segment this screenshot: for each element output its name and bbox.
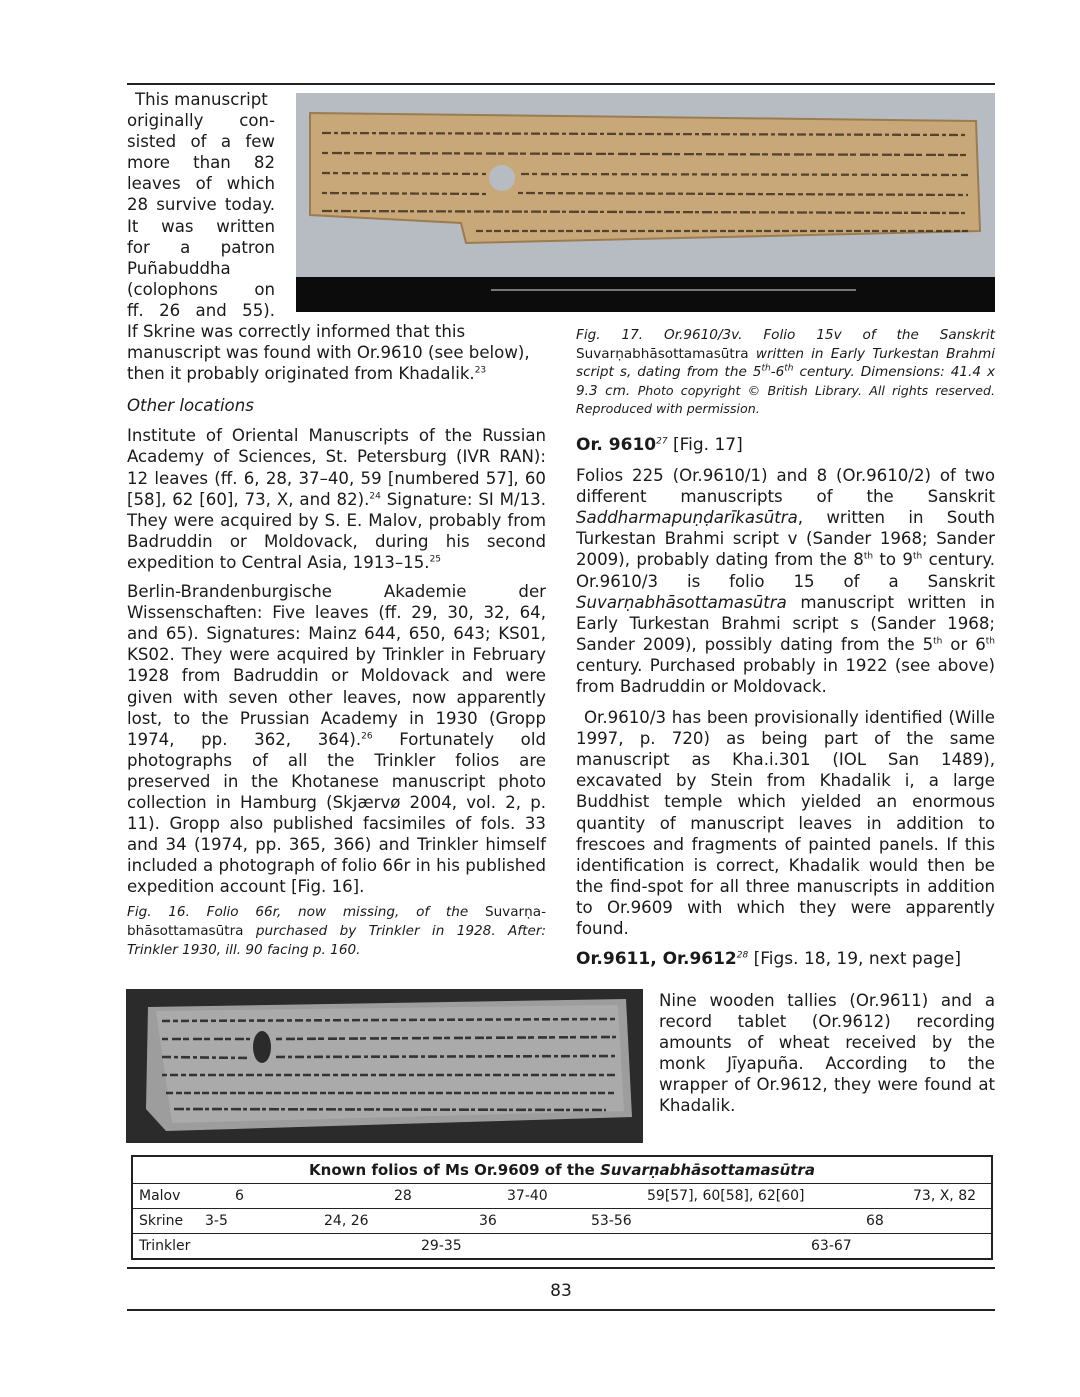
footnote-24[interactable]: 24 bbox=[369, 491, 381, 502]
intro-continuation: If Skrine was correctly informed that this manuscript was found with Or.9610 (see below), then it probably originated from Khadalik.$^{23}$ bbox=[127, 322, 530, 384]
intro-line: It was written bbox=[127, 216, 275, 236]
footnote-23[interactable]: 23 bbox=[474, 365, 487, 376]
intro-line: ff. 26 and 55). bbox=[127, 300, 275, 320]
table-title: Known folios of Ms Or.9609 of the Suvarṇabhāsottamasūtra bbox=[132, 1156, 992, 1184]
ivr-paragraph: Institute of Oriental Manuscripts of the Russian Academy of Sciences, St. Petersburg (IVR RAN): 12 leaves (ff. 6, 28, 37–40, 59 [numbered 57], 60 [58], 62 [60], 73, X, and 82).$^{24}$ Signature: SI M/13. They were acquired by S. E. Malov, probably from Badruddin or Moldovack, during his second expedition to Central Asia, 1913–15.25 bbox=[127, 426, 546, 572]
intro-line: leaves of which bbox=[127, 174, 275, 194]
berlin-paragraph: Berlin-Brandenburgische Akademie der Wissenschaften: Five leaves (ff. 29, 30, 32, 64, and 65). Signatures: Mainz 644, 650, 643; KS01, KS02. They were acquired by Trinkler in February 1928 from Badruddin or Moldovack and were given with seven other leaves, now apparently lost, to the Prussian Academy in 1930 (Gropp 1974, pp. 362, 364).$^{26}$ Fortunately old photographs of all the Trinkler folios are preserved in the Khotanese manuscript photo collection in Hamburg (Skjærvø 2004, vol. 2, p. 11). Gropp also published facsimiles of fols. 33 and 34 (1974, pp. 365, 366) and Trinkler himself included a photograph of folio 66r in his published expedition account [Fig. 16]. bbox=[127, 582, 546, 897]
left-column bbox=[127, 321, 546, 959]
known-folios-table bbox=[131, 1155, 993, 1260]
or9611-column bbox=[659, 990, 995, 1117]
fig17-caption: Fig. 17. Or.9610/3v. Folio 15v of the Sanskrit Suvarṇabhāsottamasūtra written in Early Turkestan Brahmi script s, dating from the 5th-6th century. Dimensions: 41.4 x 9.3 cm. Photo copyright © British Library. All rights reserved. Reproduced with permission. bbox=[576, 327, 996, 417]
intro-line: This manuscript bbox=[135, 90, 268, 109]
footnote-28[interactable]: 28 bbox=[736, 950, 749, 961]
footnote-25[interactable]: 25 bbox=[429, 554, 442, 565]
table-row-malov: Malov 6 28 37-40 59[57], 60[58], 62[60] 73, X, 82 bbox=[132, 1184, 992, 1209]
or9611-paragraph: Nine wooden tallies (Or.9611) and a record tablet (Or.9612) recording amounts of wheat received by the monk Jīyapuña. According to the wrapper of Or.9612, they were found at Khadalik. bbox=[659, 991, 995, 1116]
intro-column bbox=[127, 89, 275, 321]
table-title-row bbox=[132, 1156, 992, 1184]
or9610-heading: Or. 9610$^{27}$ [Fig. 17] bbox=[576, 434, 743, 455]
intro-line: originally con- bbox=[127, 111, 275, 131]
fig17-manuscript-photo bbox=[296, 93, 995, 312]
or9610-paragraph-1: Folios 225 (Or.9610/1) and 8 (Or.9610/2) of two different manuscripts of the Sanskrit Saddharmapuṇḍarīkasūtra, written in South Turkestan Brahmi script v (Sander 1968; Sander 2009), probably dating from the 8th to 9th century. Or.9610/3 is folio 15 of a Sanskrit Suvarṇabhāsottamasūtra manuscript written in Early Turkestan Brahmi script s (Sander 1968; Sander 2009), possibly dating from the 5th or 6th century. Purchased probably in 1922 (see above) from Badruddin or Moldovack. bbox=[576, 466, 995, 696]
other-locations-heading: Other locations bbox=[127, 396, 254, 416]
table-row-trinkler: Trinkler 29-35 63-67 bbox=[132, 1234, 992, 1260]
right-column bbox=[576, 326, 995, 970]
intro-paragraph bbox=[127, 89, 275, 321]
intro-line: (colophons on bbox=[127, 279, 275, 299]
footnote-27[interactable]: 27 bbox=[656, 436, 668, 447]
fig16-image bbox=[126, 989, 643, 1143]
table-row-skrine: Skrine 3-5 24, 26 36 53-56 68 bbox=[132, 1209, 992, 1234]
fig16-caption: Fig. 16. Folio 66r, now missing, of the Suvarṇa-bhāsottamasūtra purchased by Trinkler in 1928. After: Trinkler 1930, ill. 90 facing p. 160. bbox=[127, 904, 546, 958]
or9611-heading: Or.9611, Or.9612$^{28}$ [Figs. 18, 19, next page] bbox=[576, 949, 962, 970]
intro-line: more than 82 bbox=[127, 153, 275, 173]
intro-line: Puñabuddha bbox=[127, 258, 231, 278]
intro-line: 28 survive today. bbox=[127, 195, 275, 215]
footnote-26[interactable]: 26 bbox=[361, 731, 373, 742]
intro-line: sisted of a few bbox=[127, 132, 275, 152]
bottom-rule-lower bbox=[127, 1309, 995, 1311]
top-rule bbox=[127, 83, 995, 85]
fig16-manuscript-photo bbox=[126, 989, 643, 1143]
intro-line: for a patron bbox=[127, 237, 275, 257]
page-number: 83 bbox=[550, 1281, 572, 1301]
bottom-rule-upper bbox=[127, 1267, 995, 1269]
or9610-paragraph-2: Or.9610/3 has been provisionally identified (Wille 1997, p. 720) as being part of the same manuscript as Kha.i.301 (IOL San 1489), excavated by Stein from Khadalik i, a large Buddhist temple which yielded an enormous quantity of manuscript leaves in addition to frescoes and fragments of painted panels. If this identification is correct, Khadalik would then be the find-spot for all three manuscripts in addition to Or.9609 with which they were apparently found. bbox=[576, 708, 995, 939]
fig17-image bbox=[296, 93, 995, 312]
